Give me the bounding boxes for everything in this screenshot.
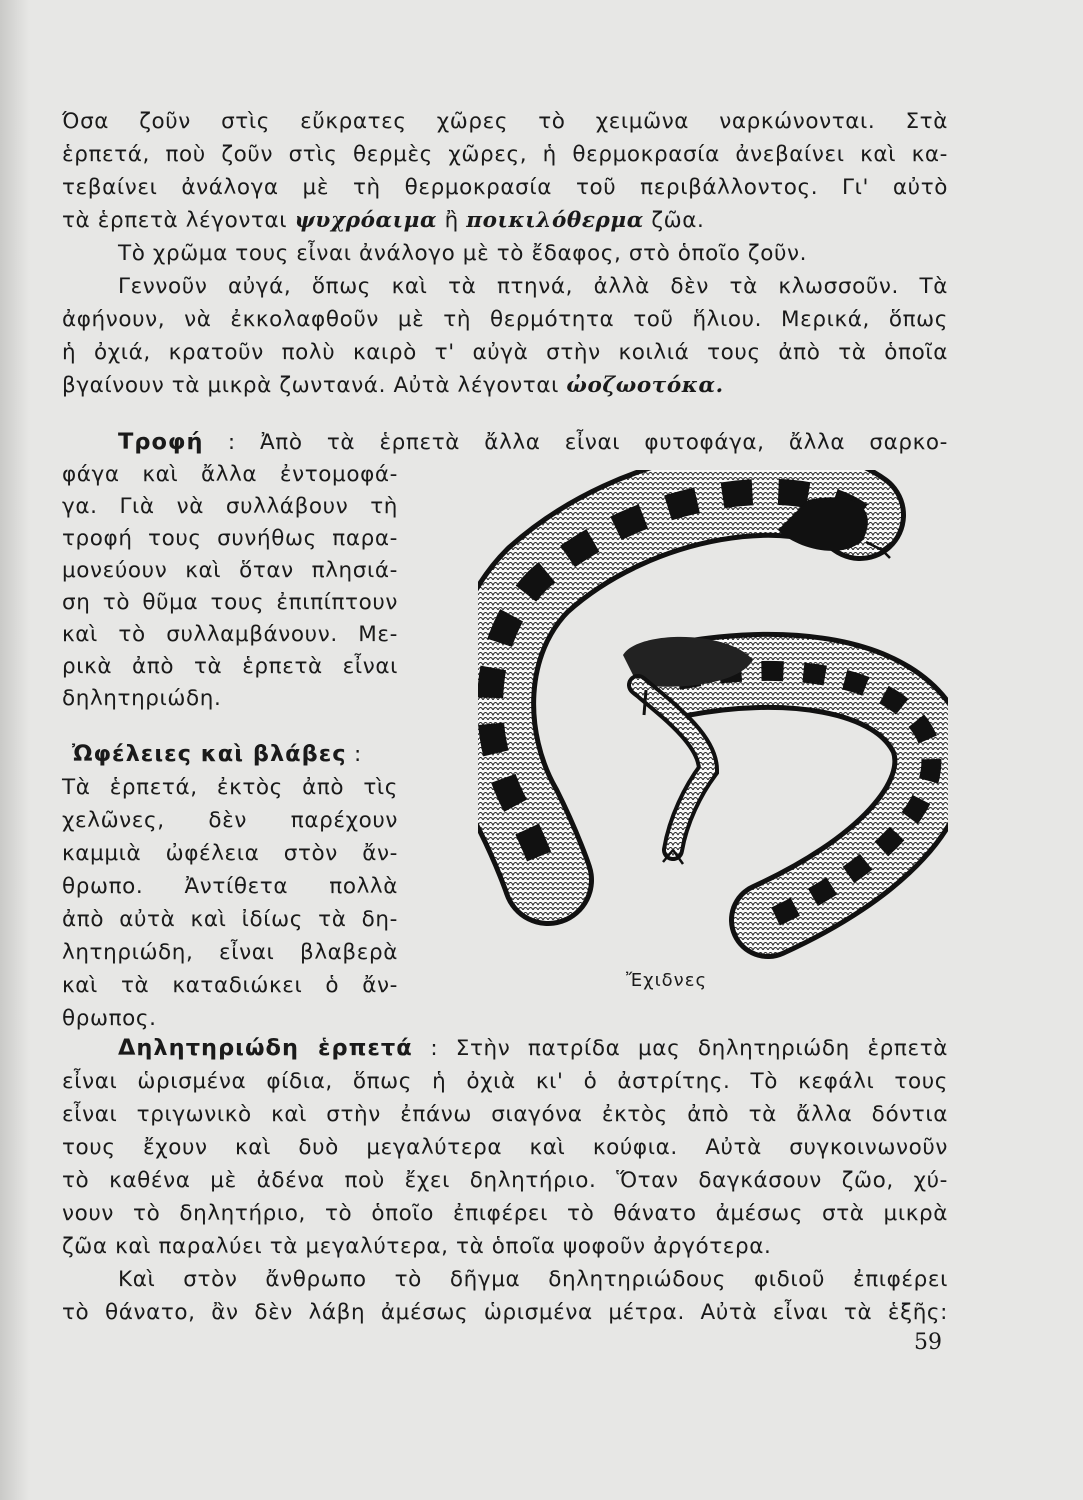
text-line: τὸ καθένα μὲ ἀδένα ποὺ ἔχει δηλητήριο. Ὅταν δαγκάσουν ζῶο, χύ- — [62, 1168, 948, 1193]
text-line: χελῶνες, δὲν παρέχουν — [62, 808, 398, 833]
figure-caption: Ἔχιδνες — [626, 970, 708, 991]
benefits-heading-line — [62, 736, 398, 772]
snake-lower — [623, 637, 931, 920]
term-poikilotherm: ποικιλόθερμα — [466, 208, 644, 233]
text-line: εἶναι τριγωνικὸ καὶ στὴν ἐπάνω σιαγόνα ἐκτὸς ἀπὸ τὰ ἄλλα δόντια — [62, 1102, 948, 1127]
text-line: τὸ θάνατο, ἂν δὲν λάβη ἀμέσως ὡρισμένα μέτρα. Αὐτὰ εἶναι τὰ ἑξῆς: — [62, 1300, 948, 1325]
text-line: θρωπος. — [62, 1006, 157, 1031]
heading-colon: : — [430, 1036, 439, 1061]
section-heading-food: Τροφή — [118, 429, 204, 455]
text-line: ση τὸ θῦμα τους ἐπιπίπτουν — [62, 590, 398, 615]
text-line: καὶ τὰ καταδιώκει ὁ ἄν- — [62, 973, 398, 998]
text-line: καὶ τὸ συλλαμβάνουν. Με- — [62, 622, 398, 647]
text-line — [62, 203, 948, 239]
section-heading-venomous: Δηλητηριώδη ἑρπετά — [118, 1035, 413, 1061]
text-fragment: ἢ — [437, 208, 467, 233]
text-line: Γεννοῦν αὐγά, ὅπως καὶ τὰ πτηνά, ἀλλὰ δὲν τὰ κλωσσοῦν. Τὰ — [118, 274, 948, 299]
text-fragment: ζῶα. — [643, 208, 705, 233]
text-line: ἡ ὀχιά, κρατοῦν πολὺ καιρὸ τ' αὐγὰ στὴν κοιλιά τους ἀπὸ τὰ ὁποῖα — [62, 340, 948, 365]
text-fragment: Στὴν πατρίδα μας δηλητηριώδη ἑρπετὰ — [455, 1036, 949, 1061]
text-line: φάγα καὶ ἄλλα ἐντομοφά- — [62, 462, 398, 487]
text-fragment: Ἀπὸ τὰ ἑρπετὰ ἄλλα εἶναι φυτοφάγα, ἄλλα σαρκο- — [259, 430, 949, 455]
text-line: τροφή τους συνήθως παρα- — [62, 526, 398, 551]
term-cold-blooded: ψυχρόαιμα — [294, 208, 438, 233]
text-fragment: βγαίνουν τὰ μικρὰ ζωντανά. Αὐτὰ λέγονται — [62, 373, 567, 398]
text-line: Τὸ χρῶμα τους εἶναι ἀνάλογο μὲ τὸ ἔδαφος, στὸ ὁποῖο ζοῦν. — [118, 241, 808, 266]
text-line: θρωπο. Ἀντίθετα πολλὰ — [62, 874, 398, 899]
section-heading-benefits: Ὠφέλειες καὶ βλάβες — [72, 741, 347, 767]
text-line: ρικὰ ἀπὸ τὰ ἑρπετὰ εἶναι — [62, 654, 398, 679]
vipers-illustration — [478, 470, 948, 960]
heading-colon: : — [227, 430, 236, 455]
text-fragment: τὰ ἑρπετὰ λέγονται — [62, 208, 295, 233]
text-line: τεβαίνει ἀνάλογα μὲ τὴ θερμοκρασία τοῦ περιβάλλοντος. Γι' αὐτὸ — [62, 175, 948, 200]
text-line: ἀπὸ αὐτὰ καὶ ἰδίως τὰ δη- — [62, 907, 398, 932]
heading-colon: : — [354, 742, 362, 767]
text-line: λητηριώδη, εἶναι βλαβερὰ — [62, 940, 398, 965]
text-line: Όσα ζοῦν στὶς εὔκρατες χῶρες τὸ χειμῶνα ναρκώνονται. Στὰ — [62, 109, 948, 134]
text-line: ἀφήνουν, νὰ ἐκκολαφθοῦν μὲ τὴ θερμότητα τοῦ ἥλιου. Μερικά, ὅπως — [62, 307, 948, 332]
term-ovoviviparous: ὠοζωοτόκα. — [566, 373, 724, 398]
book-spine-shadow — [0, 0, 30, 1500]
text-line: Τὰ ἑρπετά, ἐκτὸς ἀπὸ τὶς — [62, 775, 398, 800]
text-line: μονεύουν καὶ ὅταν πλησιά- — [62, 558, 398, 583]
text-line: ζῶα καὶ παραλύει τὰ μεγαλύτερα, τὰ ὁποῖα ψοφοῦν ἀργότερα. — [62, 1234, 772, 1259]
text-line — [62, 368, 948, 404]
text-line: Καὶ στὸν ἄνθρωπο τὸ δῆγμα δηλητηριώδους φιδιοῦ ἐπιφέρει — [118, 1267, 948, 1292]
text-line: εἶναι ὡρισμένα φίδια, ὅπως ἡ ὀχιὰ κι' ὁ ἀστρίτης. Τὸ κεφάλι τους — [62, 1069, 948, 1094]
food-heading-line — [118, 424, 948, 460]
text-line: γα. Γιὰ νὰ συλλάβουν τὴ — [62, 494, 398, 519]
venomous-heading-line — [118, 1030, 948, 1066]
text-line: καμμιὰ ὠφέλεια στὸν ἄν- — [62, 841, 398, 866]
text-line: νουν τὸ δηλητήριο, τὸ ὁποῖο ἐπιφέρει τὸ θάνατο ἀμέσως στὰ μικρὰ — [62, 1201, 948, 1226]
page-number: 59 — [914, 1330, 942, 1355]
text-line: τους ἔχουν καὶ δυὸ μεγαλύτερα καὶ κούφια. Αὐτὰ συγκοινωνοῦν — [62, 1135, 948, 1160]
text-line: ἑρπετά, ποὺ ζοῦν στὶς θερμὲς χῶρες, ἡ θερμοκρασία ἀνεβαίνει καὶ κα- — [62, 142, 948, 167]
text-line: δηλητηριώδη. — [62, 686, 222, 711]
